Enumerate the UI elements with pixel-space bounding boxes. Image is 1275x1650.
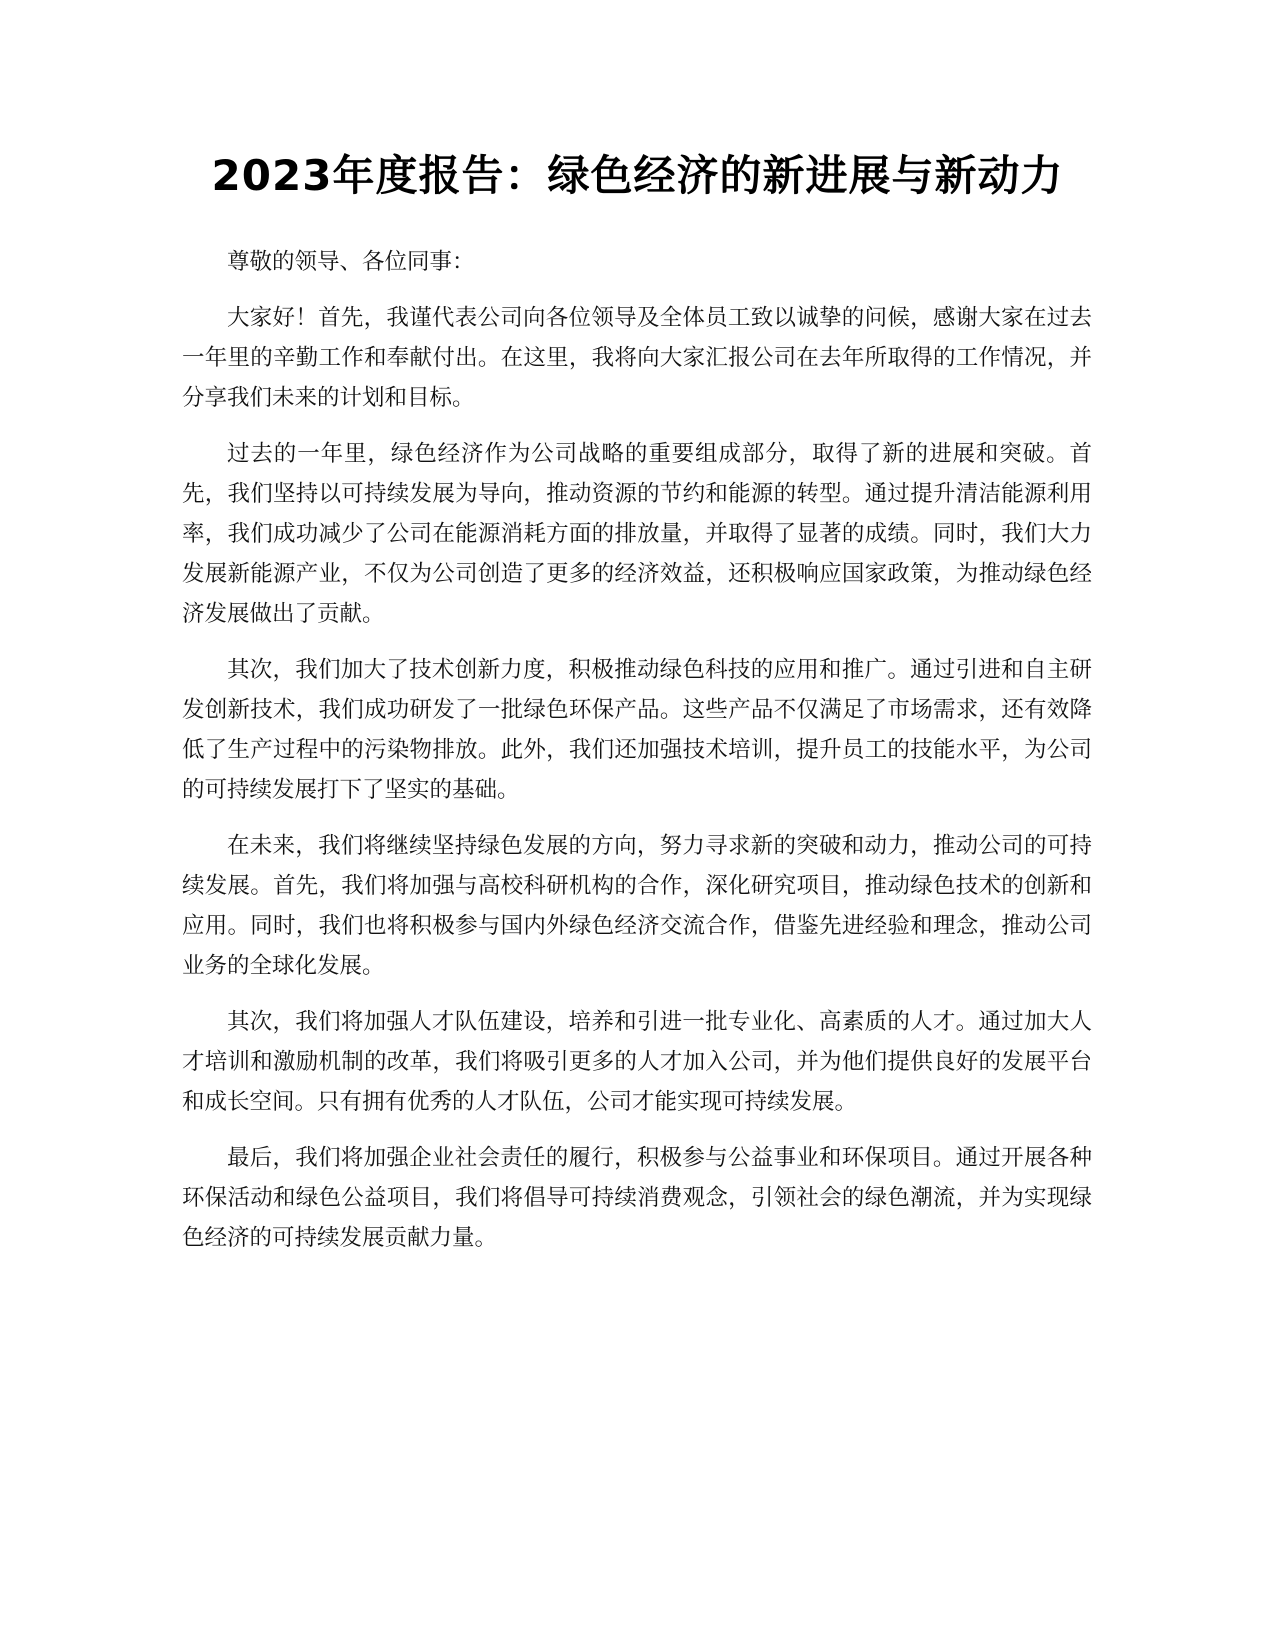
paragraph-tech-innovation: 其次，我们加大了技术创新力度，积极推动绿色科技的应用和推广。通过引进和自主研发创新技术，我们成功研发了一批绿色环保产品。这些产品不仅满足了市场需求，还有效降低了生产过程中的污染物排放。此外，我们还加强技术培训，提升员工的技能水平，为公司的可持续发展打下了坚实的基础。	[182, 657, 1092, 803]
paragraph-social-responsibility: 最后，我们将加强企业社会责任的履行，积极参与公益事业和环保项目。通过开展各种环保活动和绿色公益项目，我们将倡导可持续消费观念，引领社会的绿色潮流，并为实现绿色经济的可持续发展贡献力量。	[182, 1145, 1092, 1251]
paragraph-past-progress: 过去的一年里，绿色经济作为公司战略的重要组成部分，取得了新的进展和突破。首先，我们坚持以可持续发展为导向，推动资源的节约和能源的转型。通过提升清洁能源利用率，我们成功减少了公司在能源消耗方面的排放量，并取得了显著的成绩。同时，我们大力发展新能源产业，不仅为公司创造了更多的经济效益，还积极响应国家政策，为推动绿色经济发展做出了贡献。	[182, 441, 1092, 627]
document-title: 2023年度报告：绿色经济的新进展与新动力	[211, 151, 1064, 200]
salutation: 尊敬的领导、各位同事：	[227, 249, 475, 275]
paragraph-talent: 其次，我们将加强人才队伍建设，培养和引进一批专业化、高素质的人才。通过加大人才培训和激励机制的改革，我们将吸引更多的人才加入公司，并为他们提供良好的发展平台和成长空间。只有拥有优秀的人才队伍，公司才能实现可持续发展。	[182, 1009, 1092, 1115]
paragraph-greeting: 大家好！首先，我谨代表公司向各位领导及全体员工致以诚挚的问候，感谢大家在过去一年里的辛勤工作和奉献付出。在这里，我将向大家汇报公司在去年所取得的工作情况，并分享我们未来的计划和目标。	[182, 305, 1092, 411]
paragraph-future-direction: 在未来，我们将继续坚持绿色发展的方向，努力寻求新的突破和动力，推动公司的可持续发展。首先，我们将加强与高校科研机构的合作，深化研究项目，推动绿色技术的创新和应用。同时，我们也将积极参与国内外绿色经济交流合作，借鉴先进经验和理念，推动公司业务的全球化发展。	[182, 833, 1092, 979]
document-body	[182, 242, 1092, 1274]
